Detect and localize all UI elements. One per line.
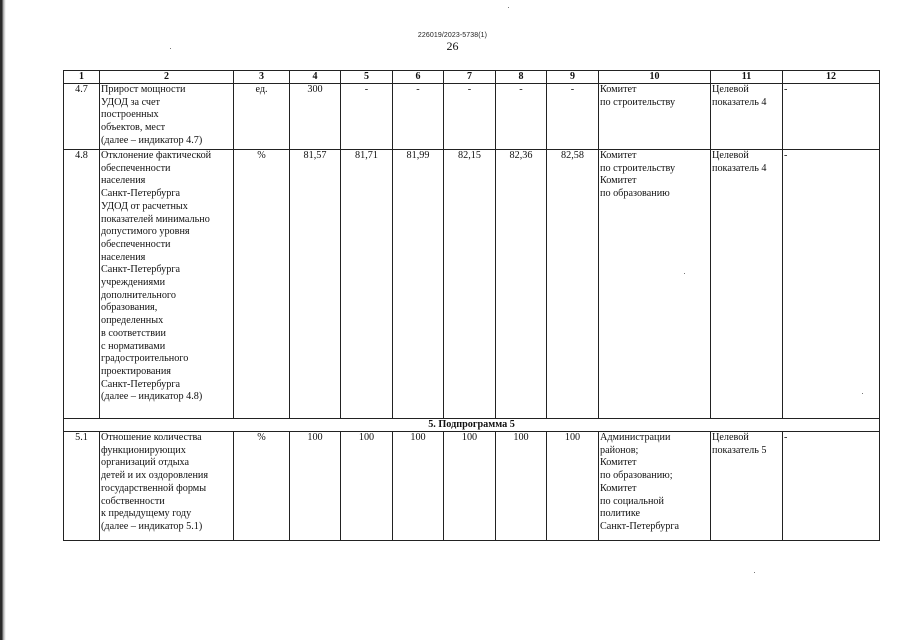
column-header: 5: [341, 71, 393, 84]
year-value: 100: [444, 432, 496, 541]
responsible-executor: [599, 432, 711, 541]
indicator-name-line: к предыдущему году: [101, 508, 192, 520]
indicator-name-line: Отношение количества: [101, 432, 202, 443]
responsible-line: районов;: [600, 444, 639, 456]
indicator-name-line: населения: [101, 175, 146, 187]
year-value: 81,71: [341, 150, 393, 419]
column-header: 11: [711, 71, 783, 84]
indicator-name: [100, 432, 234, 541]
indicator-name-line: Санкт-Петербурга: [101, 188, 181, 200]
responsible-line: по строительству: [600, 162, 676, 174]
indicator-name-line: (далее – индикатор 5.1): [101, 520, 203, 532]
responsible-line: Администрации: [600, 432, 671, 443]
note: -: [783, 432, 880, 541]
target-indicator: [711, 84, 783, 150]
row-number: 4.8: [64, 150, 100, 419]
target-line: Целевой: [712, 432, 749, 443]
target-line: показатель 5: [712, 444, 767, 456]
indicator-name-line: объектов, мест: [101, 122, 166, 134]
target-line: показатель 4: [712, 96, 767, 108]
indicator-name-line: допустимого уровня: [101, 226, 190, 238]
section-title: 5. Подпрограмма 5: [64, 419, 880, 432]
year-value: 300: [290, 84, 341, 150]
indicator-name-line: градостроительного: [101, 353, 189, 365]
year-value: -: [496, 84, 547, 150]
year-value: 82,58: [547, 150, 599, 419]
responsible-line: Санкт-Петербурга: [600, 520, 680, 532]
indicator-name-line: собственности: [101, 495, 165, 507]
year-value: 82,36: [496, 150, 547, 419]
unit: %: [234, 432, 290, 541]
column-header: 7: [444, 71, 496, 84]
scan-edge: [0, 0, 6, 640]
responsible-line: по социальной: [600, 495, 664, 507]
responsible-line: по образованию;: [600, 470, 673, 482]
year-value: -: [393, 84, 444, 150]
target-indicator: [711, 150, 783, 419]
indicator-name-line: дополнительного: [101, 289, 176, 301]
indicator-name-line: определенных: [101, 315, 164, 327]
year-value: 81,99: [393, 150, 444, 419]
document-reference: 226019/2023-5738(1): [417, 32, 488, 39]
table-row: [64, 150, 880, 419]
indicator-name-line: населения: [101, 251, 146, 263]
year-value: 100: [547, 432, 599, 541]
responsible-line: по строительству: [600, 96, 676, 108]
responsible-line: Комитет: [600, 482, 637, 494]
indicator-name-line: с нормативами: [101, 340, 166, 352]
column-header: 12: [783, 71, 880, 84]
indicator-name-line: (далее – индикатор 4.7): [101, 134, 203, 146]
scan-speck: [754, 572, 755, 573]
column-header: 2: [100, 71, 234, 84]
responsible-line: Комитет: [600, 457, 637, 469]
column-header: 10: [599, 71, 711, 84]
indicator-name-line: УДОД от расчетных: [101, 200, 188, 212]
year-value: -: [547, 84, 599, 150]
year-value: 100: [290, 432, 341, 541]
target-line: показатель 4: [712, 162, 767, 174]
indicator-name-line: Санкт-Петербурга: [101, 264, 181, 276]
indicator-name-line: обеспеченности: [101, 162, 171, 174]
responsible-line: политике: [600, 508, 641, 520]
indicator-name-line: УДОД за счет: [101, 96, 160, 108]
indicator-name-line: функционирующих: [101, 444, 186, 456]
year-value: 82,15: [444, 150, 496, 419]
responsible-line: Комитет: [600, 175, 637, 187]
row-number: 5.1: [64, 432, 100, 541]
target-line: Целевой: [712, 150, 749, 161]
responsible-line: Комитет: [600, 84, 637, 95]
section-row: [64, 419, 880, 432]
target-line: Целевой: [712, 84, 749, 95]
column-header: 6: [393, 71, 444, 84]
indicator-name-line: Прирост мощности: [101, 84, 186, 95]
year-value: 100: [341, 432, 393, 541]
column-header: 3: [234, 71, 290, 84]
row-number: 4.7: [64, 84, 100, 150]
indicator-name-line: детей и их оздоровления: [101, 470, 209, 482]
indicator-name-line: построенных: [101, 109, 159, 121]
column-header: 1: [64, 71, 100, 84]
responsible-line: по образованию: [600, 188, 670, 200]
target-indicator: [711, 432, 783, 541]
year-value: -: [444, 84, 496, 150]
column-header: 8: [496, 71, 547, 84]
indicator-name-line: в соответствии: [101, 327, 166, 339]
column-header: 9: [547, 71, 599, 84]
table-row: [64, 432, 880, 541]
year-value: 100: [496, 432, 547, 541]
year-value: 100: [393, 432, 444, 541]
indicator-name-line: образования,: [101, 302, 158, 314]
indicator-name-line: обеспеченности: [101, 238, 171, 250]
responsible-executor: [599, 150, 711, 419]
scan-speck: [508, 7, 509, 8]
indicator-name-line: Отклонение фактической: [101, 150, 212, 161]
unit: %: [234, 150, 290, 419]
indicator-name-line: (далее – индикатор 4.8): [101, 391, 203, 403]
table-row: [64, 84, 880, 150]
indicator-name-line: государственной формы: [101, 482, 207, 494]
indicator-name-line: показателей минимально: [101, 213, 210, 225]
column-number-row: [64, 71, 880, 84]
column-header: 4: [290, 71, 341, 84]
responsible-executor: [599, 84, 711, 150]
indicators-table: [63, 70, 880, 541]
indicator-name-line: организаций отдыха: [101, 457, 190, 469]
page-number: 26: [446, 39, 459, 53]
note: -: [783, 84, 880, 150]
indicator-name: [100, 150, 234, 419]
indicator-name-line: Санкт-Петербурга: [101, 378, 181, 390]
note: -: [783, 150, 880, 419]
indicator-name: [100, 84, 234, 150]
indicator-name-line: учреждениями: [101, 277, 166, 289]
unit: ед.: [234, 84, 290, 150]
year-value: -: [341, 84, 393, 150]
indicator-name-line: проектирования: [101, 365, 171, 377]
responsible-line: Комитет: [600, 150, 637, 161]
year-value: 81,57: [290, 150, 341, 419]
